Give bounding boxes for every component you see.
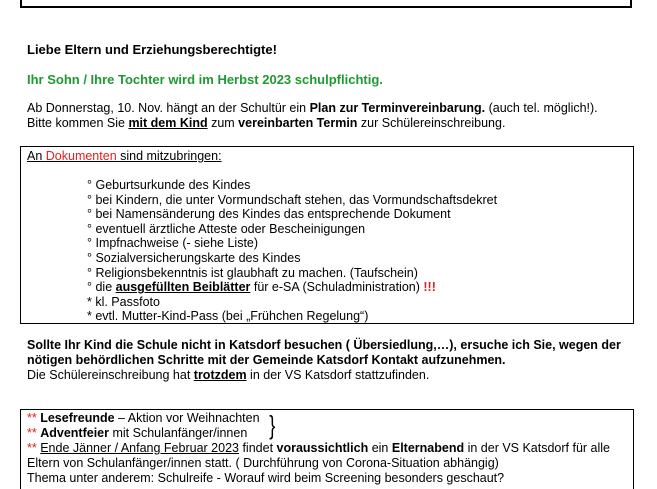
top-frame xyxy=(20,0,632,8)
intro-paragraph: Ab Donnerstag, 10. Nov. hängt an der Schultür ein Plan zur Terminvereinbarung. (auch tel. möglich!). Bitte kommen Sie mit dem Kind zum vereinbarten Termin zur Schülereinschreibung. xyxy=(27,101,598,130)
greeting: Liebe Eltern und Erziehungsberechtigte! xyxy=(27,42,277,57)
activities-box xyxy=(20,409,634,489)
activity-topic: Thema unter anderem: Schulreife - Worauf wird beim Screening besonders geschaut? xyxy=(27,471,505,485)
headline: Ihr Sohn / Ihre Tochter wird im Herbst 2023 schulpflichtig. xyxy=(27,72,383,87)
list-item: ° die ausgefüllten Beiblätter für e-SA (Schuladministration) !!! xyxy=(87,280,436,295)
note-paragraph: Sollte Ihr Kind die Schule nicht in Katsdorf besuchen ( Übersiedlung,…), ersuche ich Sie, wegen der nötigen behördlichen Schritte mit der Gemeinde Katsdorf Kontakt aufzunehmen. Die Schülereinschreibung hat trotzdem in der VS Katsdorf stattzufinden. xyxy=(27,338,621,382)
list-item: ° Geburtsurkunde des Kindes xyxy=(87,178,251,192)
list-item: * kl. Passfoto xyxy=(87,294,160,309)
list-item: ° Religionsbekenntnis ist glaubhaft zu machen. (Taufschein) xyxy=(87,265,418,280)
brace-glyph: } xyxy=(269,410,276,440)
activity-item: ** Lesefreunde – Aktion vor Weihnachten xyxy=(27,411,260,425)
list-item: ° bei Kindern, die unter Vormundschaft stehen, das Vormundschaftsdekret xyxy=(87,192,498,207)
list-item: ° Sozialversicherungskarte des Kindes xyxy=(87,250,301,265)
documents-heading: An Dokumenten sind mitzubringen: xyxy=(27,149,222,163)
activity-item-continued: Eltern von Schulanfänger/innen statt. ( Durchführung von Corona-Situation abhängig) xyxy=(27,456,499,470)
list-item: * evtl. Mutter-Kind-Pass (bei „Frühchen Regelung“) xyxy=(87,309,369,324)
list-item: ° bei Namensänderung des Kindes das entsprechende Dokument xyxy=(87,207,451,222)
activity-item: ** Ende Jänner / Anfang Februar 2023 findet voraussichtlich ein Elternabend in der VS Katsdorf für alle xyxy=(27,441,611,455)
list-item: ° Impfnachweise (- siehe Liste) xyxy=(87,236,259,251)
documents-list xyxy=(87,178,497,324)
list-item: ° eventuell ärztliche Atteste oder Bescheinigungen xyxy=(87,221,366,236)
documents-box xyxy=(20,146,634,324)
activity-item: ** Adventfeier mit Schulanfänger/innen xyxy=(27,426,248,440)
